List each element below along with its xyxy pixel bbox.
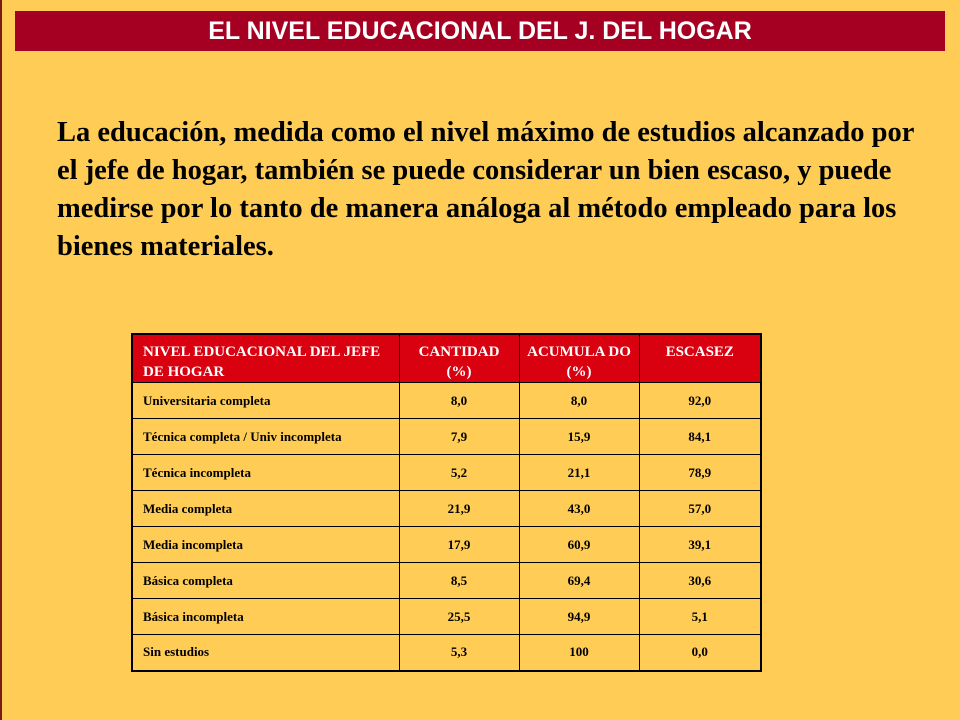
cell-acumulado: 8,0: [519, 383, 639, 419]
table-row: [132, 491, 761, 527]
cell-escasez: 84,1: [639, 419, 761, 455]
cell-acumulado: 69,4: [519, 563, 639, 599]
cell-nivel: Sin estudios: [132, 635, 399, 671]
cell-acumulado: 43,0: [519, 491, 639, 527]
cell-cantidad: 21,9: [399, 491, 519, 527]
cell-cantidad: 8,5: [399, 563, 519, 599]
slide-title-bar: [15, 11, 945, 51]
left-border-rule: [0, 0, 2, 720]
cell-cantidad: 5,3: [399, 635, 519, 671]
cell-cantidad: 25,5: [399, 599, 519, 635]
header-acumulado: ACUMULA DO (%): [519, 334, 639, 383]
cell-cantidad: 8,0: [399, 383, 519, 419]
header-cantidad: CANTIDAD (%): [399, 334, 519, 383]
table-row: [132, 383, 761, 419]
cell-acumulado: 60,9: [519, 527, 639, 563]
cell-escasez: 57,0: [639, 491, 761, 527]
cell-escasez: 78,9: [639, 455, 761, 491]
table-row: [132, 599, 761, 635]
cell-cantidad: 17,9: [399, 527, 519, 563]
cell-nivel: Media incompleta: [132, 527, 399, 563]
cell-cantidad: 5,2: [399, 455, 519, 491]
cell-acumulado: 100: [519, 635, 639, 671]
table-header-row: [132, 334, 761, 383]
table-row: [132, 419, 761, 455]
cell-acumulado: 94,9: [519, 599, 639, 635]
cell-nivel: Media completa: [132, 491, 399, 527]
table-row: [132, 635, 761, 671]
table-row: [132, 527, 761, 563]
cell-nivel: Básica incompleta: [132, 599, 399, 635]
cell-nivel: Técnica completa / Univ incompleta: [132, 419, 399, 455]
cell-cantidad: 7,9: [399, 419, 519, 455]
cell-escasez: 39,1: [639, 527, 761, 563]
header-nivel: NIVEL EDUCACIONAL DEL JEFE DE HOGAR: [132, 334, 399, 383]
slide-title: EL NIVEL EDUCACIONAL DEL J. DEL HOGAR: [208, 16, 752, 45]
cell-escasez: 30,6: [639, 563, 761, 599]
header-escasez: ESCASEZ: [639, 334, 761, 383]
cell-nivel: Básica completa: [132, 563, 399, 599]
cell-nivel: Universitaria completa: [132, 383, 399, 419]
cell-nivel: Técnica incompleta: [132, 455, 399, 491]
cell-acumulado: 15,9: [519, 419, 639, 455]
cell-escasez: 0,0: [639, 635, 761, 671]
cell-escasez: 92,0: [639, 383, 761, 419]
intro-paragraph: La educación, medida como el nivel máximo de estudios alcanzado por el jefe de hogar, también se puede considerar un bien escaso, y puede medirse por lo tanto de manera análoga al método empleado para los bienes materiales.: [57, 117, 914, 262]
education-table: [131, 333, 762, 672]
table-row: [132, 563, 761, 599]
cell-escasez: 5,1: [639, 599, 761, 635]
cell-acumulado: 21,1: [519, 455, 639, 491]
table-row: [132, 455, 761, 491]
